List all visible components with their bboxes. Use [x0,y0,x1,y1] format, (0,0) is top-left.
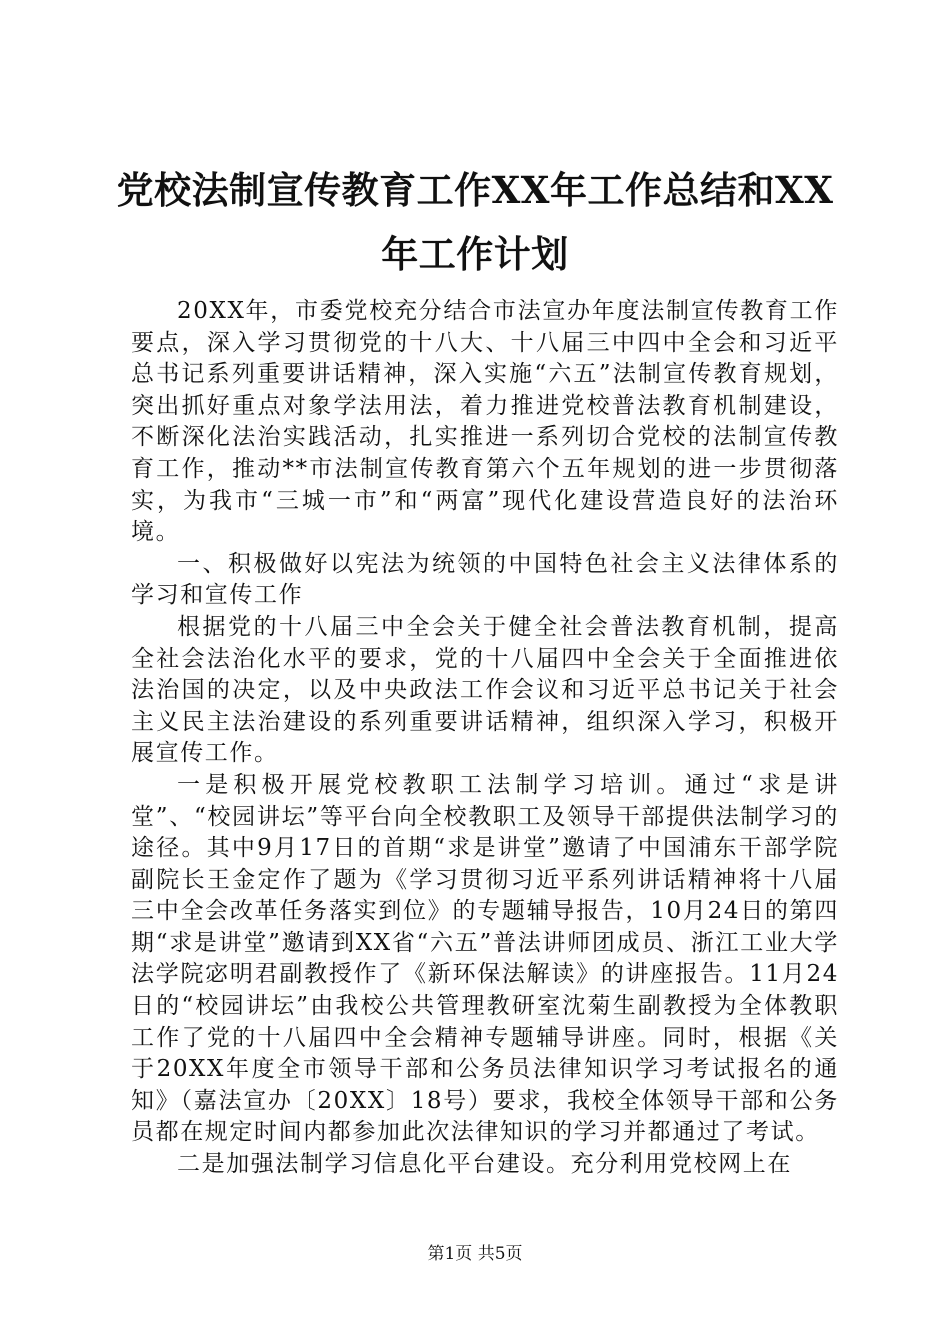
document-body [131,296,839,1181]
paragraph-section-1: 根据党的十八届三中全会关于健全社会普法教育机制，提高全社会法治化水平的要求，党的十八届四中全会关于全面推进依法治国的决定，以及中央政法工作会议和习近平总书记关于社会主义民主法治建设的系列重要讲话精神，组织深入学习，积极开展宣传工作。 [131,613,839,767]
paragraph-intro: 20XX年，市委党校充分结合市法宣办年度法制宣传教育工作要点，深入学习贯彻党的十八大、十八届三中四中全会和习近平总书记系列重要讲话精神，深入实施“六五”法制宣传教育规划，突出抓好重点对象学法用法，着力推进党校普法教育机制建设，不断深化法治实践活动，扎实推进一系列切合党校的法制宣传教育工作，推动**市法制宣传教育第六个五年规划的进一步贯彻落实，为我市“三城一市”和“两富”现代化建设营造良好的法治环境。 [131,298,839,546]
document-title: 党校法制宣传教育工作XX年工作总结和XX年工作计划 [116,168,834,276]
paragraph-item-1: 一是积极开展党校教职工法制学习培训。通过“求是讲堂”、“校园讲坛”等平台向全校教职工及领导干部提供法制学习的途径。其中9月17日的首期“求是讲堂”邀请了中国浦东干部学院副院长王金定作了题为《学习贯彻习近平系列讲话精神将十八届三中全会改革任务落实到位》的专题辅导报告，10月24日的第四期“求是讲堂”邀请到XX省“六五”普法讲师团成员、浙江工业大学法学院宓明君副教授作了《新环保法解读》的讲座报告。11月24日的“校园讲坛”由我校公共管理教研室沈菊生副教授为全体教职工作了党的十八届四中全会精神专题辅导讲座。同时，根据《关于20XX年度全市领导干部和公务员法律知识学习考试报名的通知》（嘉法宣办〔20XX〕18号）要求，我校全体领导干部和公务员都在规定时间内都参加此次法律知识的学习并都通过了考试。 [131,771,839,1146]
section-heading-1: 一、积极做好以宪法为统领的中国特色社会主义法律体系的学习和宣传工作 [131,550,839,609]
page-number-footer: 第1页 共5页 [427,1244,523,1264]
paragraph-item-2: 二是加强法制学习信息化平台建设。充分利用党校网上在 [177,1151,792,1178]
